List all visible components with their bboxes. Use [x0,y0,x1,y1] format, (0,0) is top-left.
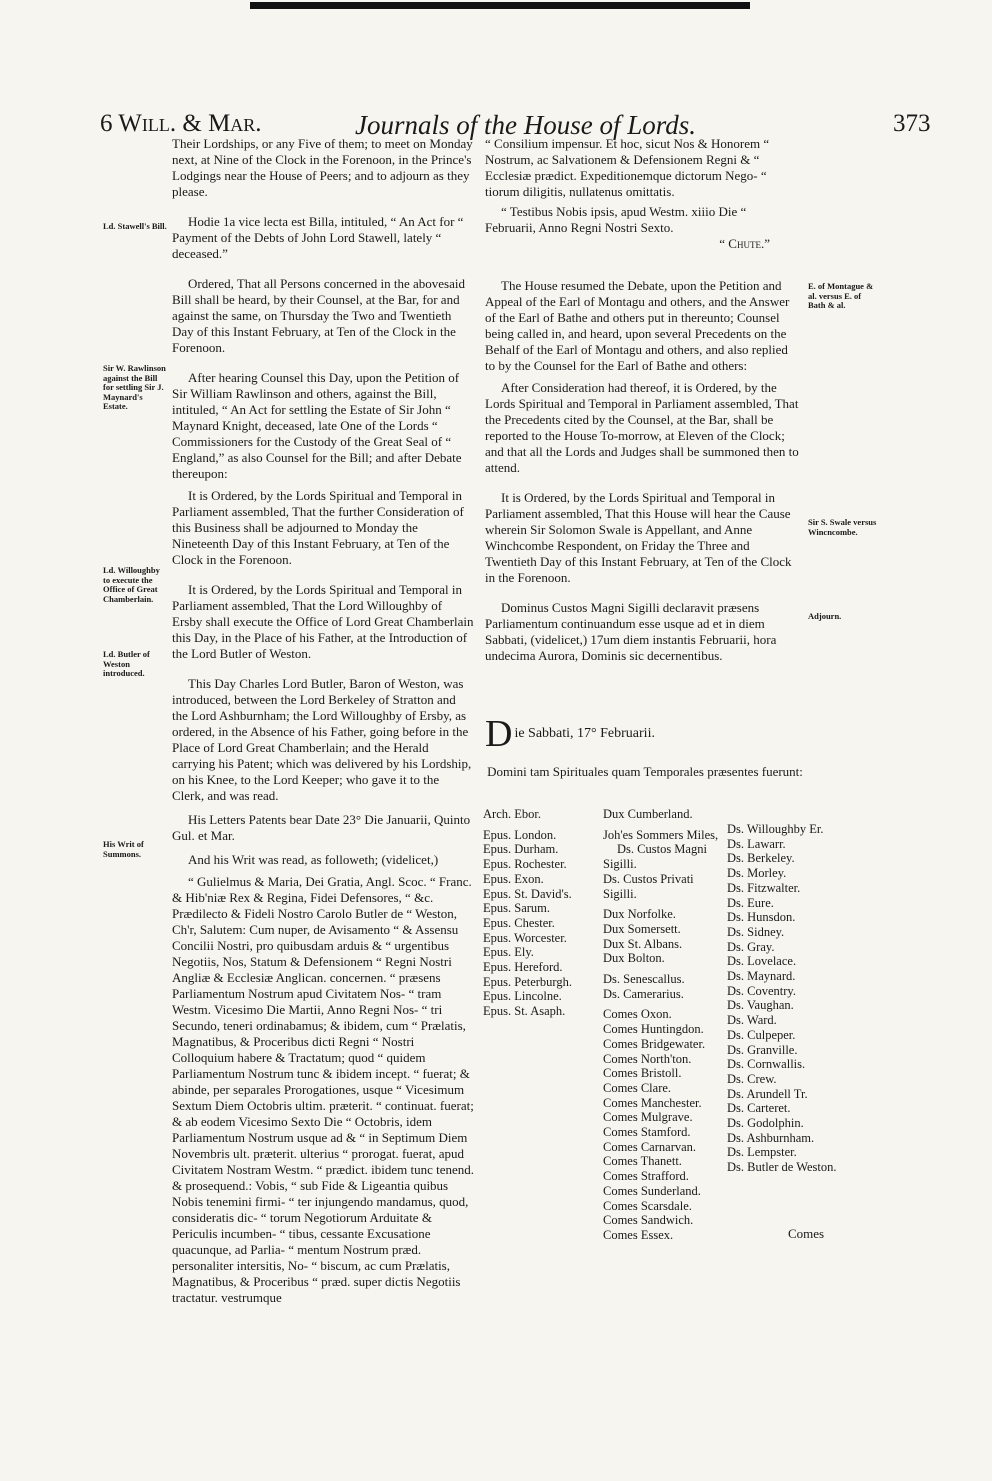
lord-entry: Epus. St. Asaph. [483,1004,566,1019]
lord-entry: Ds. Ashburnham. [727,1130,815,1145]
margin-note: Sir S. Swale versus Wincncombe. [808,517,877,537]
writ-witness: “ Testibus Nobis ipsis, apud Westm. xiiio Die “ Februarii, Anno Regni Nostri Sexto. [485,204,747,235]
lord-entry: Ds. Fitzwalter. [727,880,801,895]
lord-entry: Dux Norfolke. [603,907,676,922]
lord-entry: Epus. Lincolne. [483,989,562,1004]
lord-entry: Ds. Lempster. [727,1145,797,1160]
lord-entry: Epus. Chester. [483,915,555,930]
lord-entry: Ds. Lawarr. [727,836,786,851]
day-heading [485,713,815,755]
margin-note: Sir W. Rawlinson against the Bill for settling Sir J. Maynard's Estate. [103,363,166,411]
lord-entry: Dux Somersett. [603,921,681,936]
lord-entry: Epus. St. David's. [483,886,572,901]
lord-entry: Epus. Ely. [483,945,534,960]
lord-entry: Comes Sandwich. [603,1213,694,1228]
lord-entry: Ds. Custos Magni [617,842,707,857]
margin-note: Ld. Willoughby to execute the Office of Great Chamberlain. [103,565,160,604]
lord-entry: Comes Essex. [603,1227,674,1242]
lord-entry: Comes Bristoll. [603,1066,682,1081]
lord-entry: Epus. Durham. [483,842,559,857]
lord-entry: Comes North'ton. [603,1051,692,1066]
present-heading: Domini tam Spirituales quam Temporales præsentes fuerunt: [487,764,803,779]
lord-entry: Ds. Cornwallis. [727,1057,806,1072]
lord-entry: Ds. Eure. [727,895,774,910]
day-heading-text: ie Sabbati, 17° Februarii. [514,726,655,741]
lord-entry: Ds. Arundell Tr. [727,1086,808,1101]
lord-entry: Epus. London. [483,827,557,842]
lord-entry: Comes Stamford. [603,1125,691,1140]
writ-text: “ Gulielmus & Maria, Dei Gratia, Angl. Scoc. “ Franc. & Hib'niæ Rex & Regina, Fidei Defensores, “ &c. Prædilecto & Fideli Nostro Carolo Butler de “ Weston, Ch'r, Salutem: Cum nuper, de Avisamento “ & Assensu Concilii Nostri, pro quibusdam arduis & “ urgentibus Negotiis, Nos, Statum & Defensionem “ Regni Nostri Angliæ & Ecclesiæ Anglican. concernen. “ præsens Parliamentum Nostrum apud Civitatem Nos- “ tram Westm. Vicesimo Die Martii, Anno Regni Nos- “ tri Secundo, teneri ordinabamus; & ibidem, cum “ Prælatis, Magnatibus, & Proceribus dicti Regni “ Nostri Colloquium habere & Tractatum; quod “ quidem Parliamentum Nostrum tunc & ibidem incept. “ fuerat; & abinde, per separales Prorogationes, usque “ Vicesimum Sextum Diem Octobris ultim. præterit. “ continuat. fuerat; & ab eodem Vicesimo Sexto Die “ Octobris, idem Parliamentum Nostrum usque ad & “ in Septimum Diem Novembris ult. præterit. ulterius “ prorogat. fuerat, apud Civitatem Nostram Westm. “ prædict. ibidem tunc tenend. & prosequend.: Vobis, “ sub Fide & Ligeantia quibus Nobis tenemini firmi- “ ter injungendo mandamus, quod, consideratis dic- “ torum Negotiorum Arduitate & Periculis incumben- “ tibus, cessante Excusatione quacunque, ad Parlia- “ mentum Nostrum præd. personaliter intersitis, No- “ biscum, ac cum Prælatis, Magnatibus, & Proceribus “ præd. super dictis Negotiis tractatur. vestrumque [172,874,474,1305]
lord-entry: Sigilli. [603,857,637,872]
header-regnal-year: 6 Will. & Mar. [100,110,262,137]
lord-entry: Comes Oxon. [603,1007,672,1022]
lord-entry: Comes Bridgewater. [603,1036,706,1051]
lord-entry: Epus. Peterburgh. [483,974,572,989]
lord-entry: Ds. Coventry. [727,983,796,998]
lord-entry: Ds. Ward. [727,1013,777,1028]
lord-entry: Ds. Maynard. [727,969,796,984]
lord-entry: Comes Scarsdale. [603,1198,692,1213]
lord-entry: Ds. Crew. [727,1071,777,1086]
paragraph: Dominus Custos Magni Sigilli declaravit præsens Parliamentum continuandum esse usque ad et in diem Sabbati, (videlicet,) 17um diem instantis Februarii, hora undecima Aurora, Dominis sic decernentibus. [485,600,777,663]
lord-entry: Ds. Senescallus. [603,972,685,987]
lord-entry: Ds. Butler de Weston. [727,1160,837,1175]
lord-entry: Ds. Granville. [727,1042,798,1057]
margin-note: Ld. Stawell's Bill. [103,221,167,231]
lord-entry: Dux St. Albans. [603,936,683,951]
paragraph: After Consideration had thereof, it is Ordered, by the Lords Spiritual and Temporal in Parliament assembled, That the Precedents cited by the Counsel, at the Bar, shall be reported to the House To-morrow, at Eleven of the Clock; and that all the Lords and Judges shall be summoned then to attend. [485,380,799,475]
lord-entry: Comes Thanett. [603,1154,682,1169]
lord-entry: Arch. Ebor. [483,807,541,821]
top-rule [250,2,750,9]
lord-entry: Dux Bolton. [603,951,665,966]
lord-entry: Joh'es Sommers Miles, [603,827,719,842]
margin-note: Adjourn. [808,611,842,621]
paragraph: Hodie 1a vice lecta est Billa, intituled, “ An Act for “ Payment of the Debts of John Lord Stawell, lately “ deceased.” [172,214,464,261]
lords-temporal-list [603,807,718,1243]
paragraph: This Day Charles Lord Butler, Baron of Weston, was introduced, between the Lord Berkeley of Stratton and the Lord Ashburnham; the Lord Willoughby of Ersby, as ordered, in the Absence of his Father, going before in the Place of Lord Great Chamberlain; and the Herald carrying his Patent; which was delivered by his Lordship, on his Knee, to the Lord Keeper; who gave it to the Clerk, and was read. [172,676,472,803]
right-column [485,136,800,664]
lord-entry: Ds. Vaughan. [727,998,794,1013]
lord-entry: Ds. Culpeper. [727,1027,796,1042]
margin-note: His Writ of Summons. [103,839,144,859]
paragraph: The House resumed the Debate, upon the Petition and Appeal of the Earl of Montagu and others, and the Answer of the Earl of Bathe and others put in thereunto; Counsel being called in, and heard, upon several Precedents on the Behalf of the Earl of Montagu and others, and also replied to by the Counsel for the Earl of Bathe and others: [485,278,790,373]
paragraph: After hearing Counsel this Day, upon the Petition of Sir William Rawlinson and others, against the Bill, intituled, “ An Act for settling the Estate of Sir John “ Maynard Knight, deceased, late One of the Lords “ Commissioners for the Custody of the Great Seal of “ England,” as also Counsel for the Bill; and after Debate thereupon: [172,370,462,481]
margin-note: E. of Montague & al. versus E. of Bath & al. [808,281,874,310]
lord-entry: Epus. Rochester. [483,857,567,872]
lords-spiritual-list [483,807,572,1019]
paragraph: It is Ordered, by the Lords Spiritual and Temporal in Parliament assembled, That the Lord Willoughby of Ersby shall execute the Office of Lord Great Chamberlain this Day, in the Place of his Father, at the Introduction of the Lord Butler of Weston. [172,582,474,661]
lord-entry: Comes Manchester. [603,1095,702,1110]
lord-entry: Comes Clare. [603,1080,672,1095]
writ-text: “ Consilium impensur. Et hoc, sicut Nos & Honorem “ Nostrum, ac Salvationem & Defensionem Regni & “ Ecclesiæ prædict. Expeditionemque dictorum Nego- “ tiorum diligitis, nullatenus omittatis. [485,136,770,199]
lord-entry: Comes Mulgrave. [603,1110,693,1125]
writ-signature: “ Chute.” [719,236,770,251]
lord-entry: Comes Huntingdon. [603,1022,704,1037]
lords-barons-list [727,822,837,1175]
lord-entry: Ds. Lovelace. [727,954,797,969]
lord-entry: Ds. Camerarius. [603,986,684,1001]
paragraph: His Letters Patents bear Date 23° Die Januarii, Quinto Gul. et Mar. [172,812,471,843]
lord-entry: Dux Cumberland. [603,807,693,821]
paragraph: It is Ordered, by the Lords Spiritual and Temporal in Parliament assembled, That the further Consideration of this Business shall be adjourned to Monday the Nineteenth Day of this Instant February, at Ten of the Clock in the Forenoon. [172,488,464,567]
page-title: Journals of the House of Lords. [355,110,697,140]
left-column [172,136,474,1306]
lord-entry: Ds. Carteret. [727,1101,791,1116]
catchword: Comes [788,1226,825,1241]
lord-entry: Ds. Gray. [727,939,775,954]
lord-entry: Sigilli. [603,886,637,901]
lord-entry: Comes Carnarvan. [603,1139,697,1154]
lord-entry: Comes Sunderland. [603,1183,701,1198]
lord-entry: Ds. Berkeley. [727,851,795,866]
lord-entry: Ds. Custos Privati [603,871,694,886]
lord-entry: Ds. Morley. [727,866,787,881]
page-number: 373 [893,110,931,137]
lord-entry: Epus. Exon. [483,871,544,886]
lord-entry: Epus. Hereford. [483,960,563,975]
margin-note: Ld. Butler of Weston introduced. [103,649,150,678]
lord-entry: Ds. Sidney. [727,924,785,939]
lord-entry: Ds. Godolphin. [727,1116,804,1131]
lord-entry: Ds. Willoughby Er. [727,822,824,836]
lord-entry: Epus. Sarum. [483,901,551,916]
drop-cap: D [485,713,513,755]
lord-entry: Comes Strafford. [603,1169,689,1184]
lord-entry: Ds. Hunsdon. [727,910,796,925]
paragraph: It is Ordered, by the Lords Spiritual and Temporal in Parliament assembled, That this House will hear the Cause wherein Sir Solomon Swale is Appellant, and Anne Winchcombe Respondent, on Friday the Three and Twentieth Day of this Instant February, at Ten of the Clock in the Forenoon. [485,490,792,585]
paragraph: And his Writ was read, as followeth; (videlicet,) [188,852,439,867]
lord-entry: Epus. Worcester. [483,930,567,945]
paragraph: Ordered, That all Persons concerned in the abovesaid Bill shall be heard, by their Counsel, at the Bar, for and against the same, on Thursday the Two and Twentieth Day of this Instant February, at Ten of the Clock in the Forenoon. [172,276,465,355]
paragraph: Their Lordships, or any Five of them; to meet on Monday next, at Nine of the Clock in the Forenoon, in the Prince's Lodgings near the House of Peers; and to adjourn as they please. [172,136,473,199]
